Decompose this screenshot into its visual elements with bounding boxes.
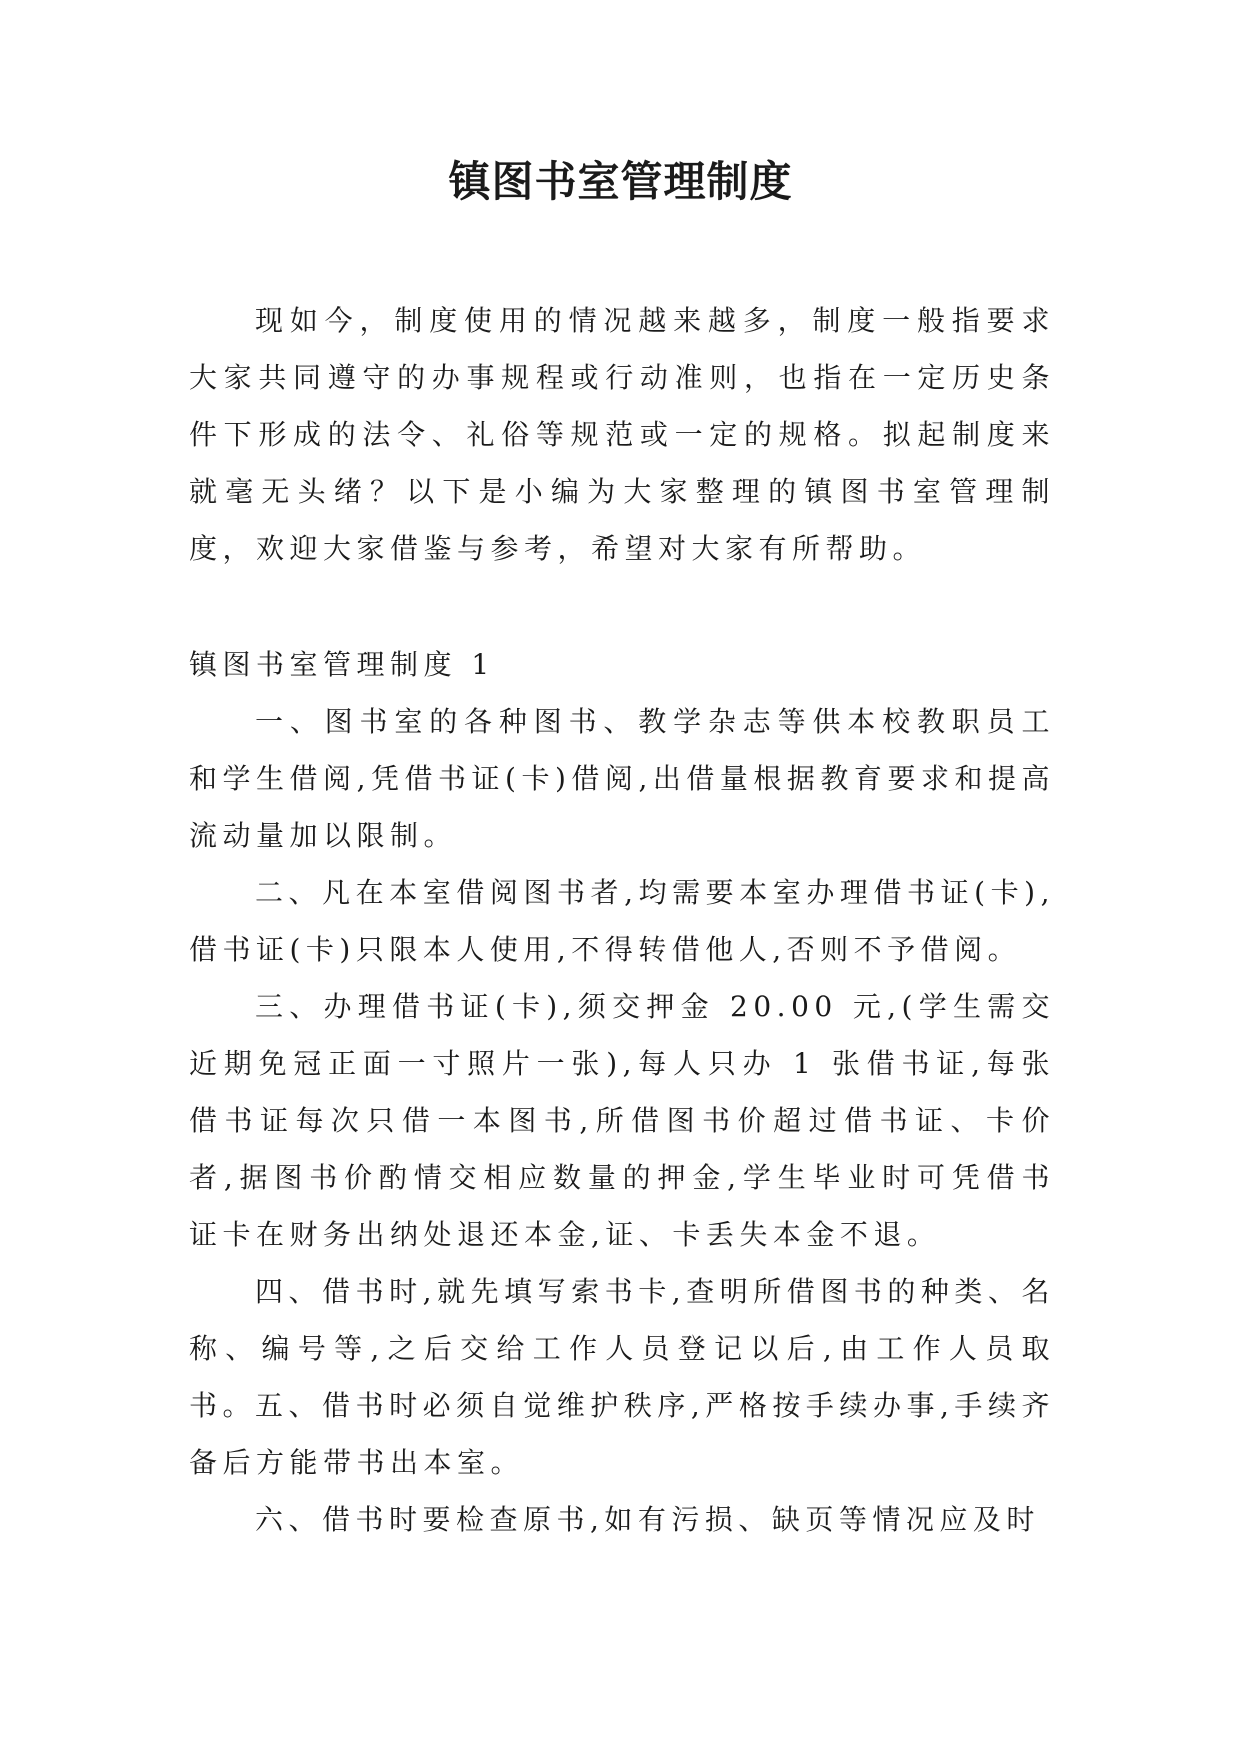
rule-item-5: 五、借书时必须自觉维护秩序,严格按手续办事,手续齐备后方能带书出本室。 [189,1389,1055,1479]
section-heading: 镇图书室管理制度 1 [189,648,495,681]
intro-paragraph: 现如今，制度使用的情况越来越多，制度一般指要求大家共同遵守的办事规程或行动准则，也指在一定历史条件下形成的法令、礼俗等规范或一定的规格。拟起制度来就毫无头绪？以下是小编为大家整理的镇图书室管理制度，欢迎大家借鉴与参考，希望对大家有所帮助。 [189,304,1055,565]
rule-item-3: 三、办理借书证(卡),须交押金 20.00 元,(学生需交近期免冠正面一寸照片一张),每人只办 1 张借书证,每张借书证每次只借一本图书,所借图书价超过借书证、卡价者,据图书价酌情交相应数量的押金,学生毕业时可凭借书证卡在财务出纳处退还本金,证、卡丢失本金不退。 [189,990,1055,1251]
document-title: 镇图书室管理制度 [448,157,793,206]
rule-item-1: 一、图书室的各种图书、教学杂志等供本校教职员工和学生借阅,凭借书证(卡)借阅,出借量根据教育要求和提高流动量加以限制。 [189,705,1055,852]
rule-item-6: 六、借书时要检查原书,如有污损、缺页等情况应及时 [255,1503,1040,1536]
rule-item-4: 四、借书时,就先填写索书卡,查明所借图书的种类、名称、编号等,之后交给工作人员登记以后,由工作人员取书。 [189,1275,1055,1422]
rule-item-2: 二、凡在本室借阅图书者,均需要本室办理借书证(卡),借书证(卡)只限本人使用,不得转借他人,否则不予借阅。 [189,876,1055,966]
